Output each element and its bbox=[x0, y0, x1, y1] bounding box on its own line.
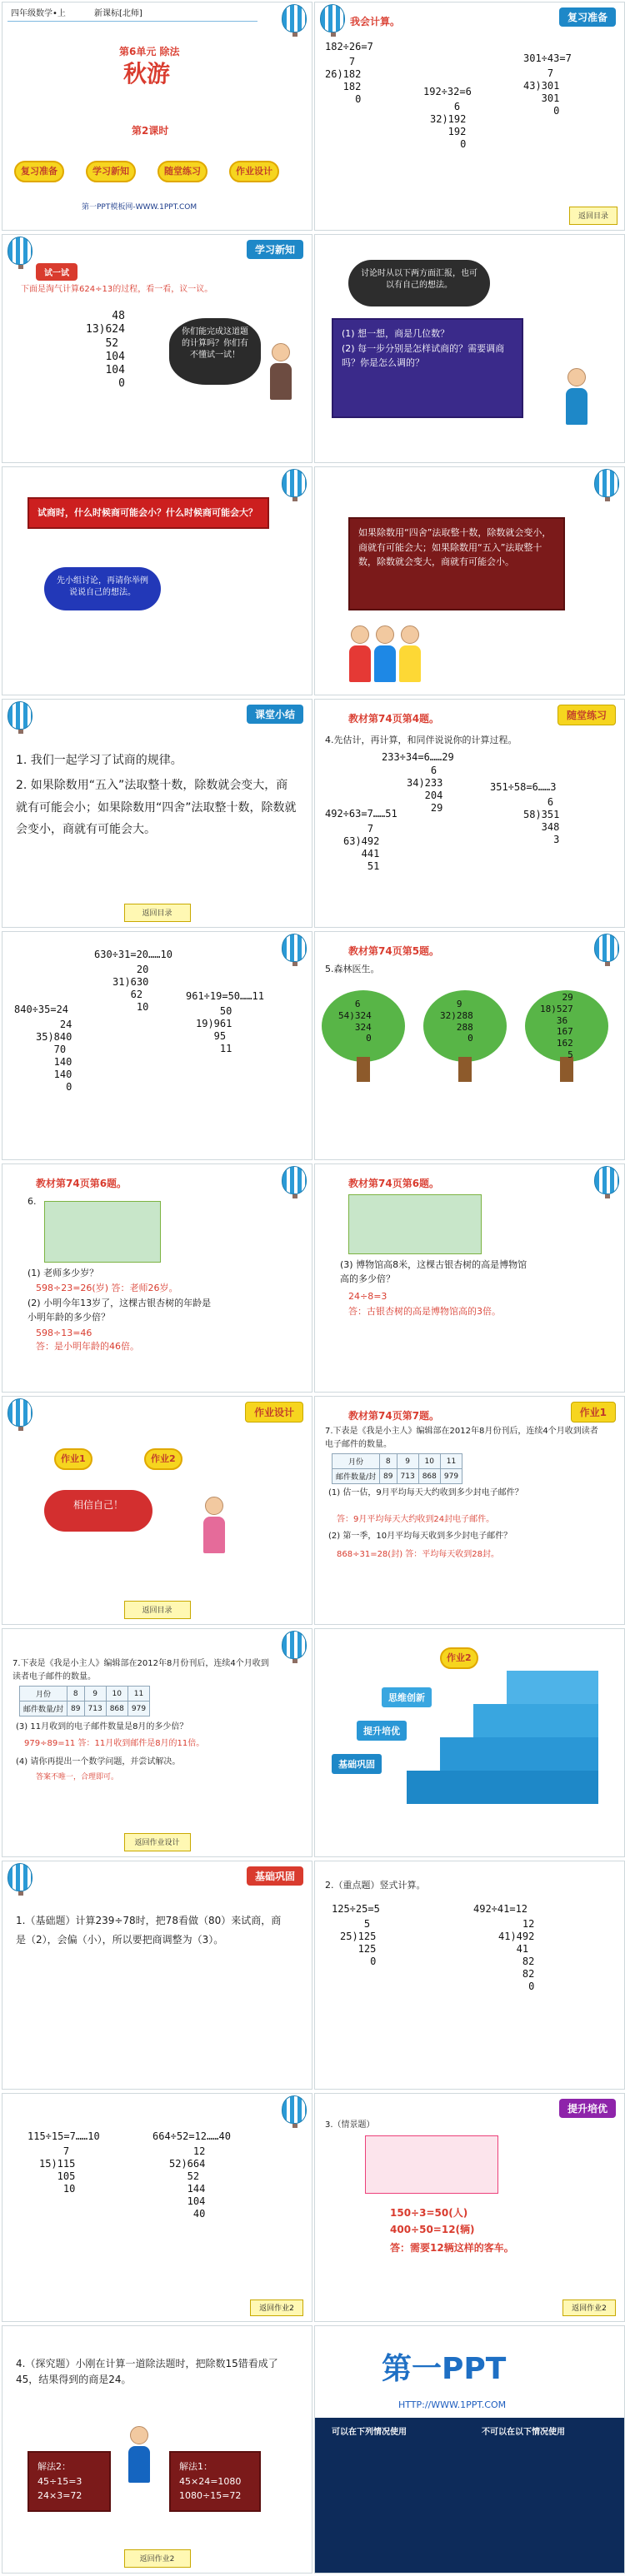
slide-practice-6a bbox=[2, 1163, 312, 1393]
slide-cover bbox=[2, 2, 312, 231]
table-header: 9 bbox=[397, 1454, 418, 1469]
student-figure bbox=[565, 368, 588, 426]
figures-icon bbox=[348, 625, 372, 684]
source-label: 教材第74页第4题。 bbox=[348, 713, 440, 725]
balloon-icon bbox=[594, 934, 619, 962]
question-text: 1.（基础题）计算239÷78时，把78看做（80）来试商，商是（2），会偏（小），所以要把商调整为（3）。 bbox=[16, 1915, 282, 1946]
slide-practice-4 bbox=[314, 699, 625, 928]
menu-review-button[interactable]: 复习准备 bbox=[14, 161, 64, 182]
question-text: 7.下表是《我是小主人》编辑部在2012年8月份刊后，连续4个月收到读者电子邮件的数量。 bbox=[12, 1659, 269, 1682]
slide-homework-1 bbox=[314, 1396, 625, 1625]
back-to-menu-button[interactable]: 返回目录 bbox=[124, 904, 191, 922]
question-banner: 试商时，什么时候商可能会小？什么时候商可能会大？ bbox=[28, 497, 269, 529]
table-cell: 713 bbox=[84, 1702, 106, 1717]
work-2: 12 41)492 41 82 82 0 bbox=[498, 1918, 535, 1992]
solution-2: 解法1： 45×24=1080 1080÷15=72 bbox=[169, 2451, 261, 2512]
tree-1 bbox=[322, 990, 405, 1082]
slide-summary bbox=[2, 699, 312, 928]
table-cell: 868 bbox=[418, 1469, 440, 1484]
homework-2-tag: 作业2 bbox=[440, 1647, 478, 1669]
question-text: 7.下表是《我是小主人》编辑部在2012年8月份刊后，连续4个月收到读者电子邮件的数量。 bbox=[325, 1427, 598, 1449]
eq-1: 125÷25=5 bbox=[332, 1903, 380, 1915]
slide-advanced-3 bbox=[314, 2093, 625, 2322]
figures-icon-2 bbox=[373, 625, 397, 684]
brand-url: HTTP://WWW.1PPT.COM bbox=[398, 2399, 507, 2410]
illustration bbox=[348, 1194, 482, 1254]
table-header: 9 bbox=[84, 1687, 106, 1702]
answer-1: 150÷3=50(人) bbox=[390, 2207, 468, 2219]
balloon-icon bbox=[282, 1166, 307, 1194]
homework-2-button[interactable]: 作业2 bbox=[144, 1448, 182, 1470]
eq-3: 840÷35=24 bbox=[14, 1004, 69, 1015]
homework-1-button[interactable]: 作业1 bbox=[54, 1448, 92, 1470]
work-1: 5 25)125 125 0 bbox=[340, 1918, 377, 1967]
answer-1: 598÷23=26(岁) 答：老师26岁。 bbox=[36, 1283, 178, 1293]
footer-link[interactable]: 第一PPT模板网-WWW.1PPT.COM bbox=[82, 203, 198, 212]
work-1: 7 26)182 182 0 bbox=[325, 56, 362, 105]
eq-1: 182÷26=7 bbox=[325, 41, 373, 52]
slide-practice-4b bbox=[2, 931, 312, 1160]
slide-new-learning bbox=[2, 234, 312, 463]
footer-panel bbox=[315, 2418, 625, 2574]
table-header: 11 bbox=[128, 1687, 149, 1702]
solution-1: 解法2： 45÷15=3 24×3=72 bbox=[28, 2451, 111, 2512]
table-cell: 邮件数量/封 bbox=[20, 1702, 68, 1717]
work-3: 7 43)301 301 0 bbox=[523, 67, 560, 117]
table-header: 8 bbox=[68, 1687, 84, 1702]
question-2: (2) 小明今年13岁了，这棵古银杏树的年龄是小明年龄的多少倍？ bbox=[28, 1298, 212, 1323]
eq-2: 351÷58=6……3 bbox=[490, 781, 557, 793]
table-header: 月份 bbox=[332, 1454, 380, 1469]
grade-label: 四年级数学•上 bbox=[11, 9, 66, 18]
work-3: 24 35)840 70 140 140 0 bbox=[36, 1019, 72, 1093]
question-box bbox=[332, 318, 523, 418]
work-1: 20 31)630 62 10 bbox=[112, 964, 149, 1013]
work-2: 6 58)351 348 3 bbox=[523, 796, 560, 845]
unit-title: 第6单元 除法 bbox=[119, 46, 180, 57]
disallowed-heading: 不可以在以下情况使用 bbox=[482, 2428, 565, 2437]
question-4: (4) 请你再提出一个数学问题，并尝试解决。 bbox=[16, 1757, 181, 1766]
slide-practice-5 bbox=[314, 931, 625, 1160]
divider bbox=[8, 21, 258, 22]
back-to-menu-button[interactable]: 返回目录 bbox=[569, 207, 618, 225]
balloon-icon bbox=[282, 469, 307, 497]
answer-3b: 答：古银杏树的高是博物馆高的3倍。 bbox=[348, 1306, 501, 1317]
answer-3: 答：需要12辆这样的客车。 bbox=[390, 2242, 514, 2254]
back-to-menu-button[interactable]: 返回目录 bbox=[124, 1601, 191, 1619]
advanced-step-button[interactable]: 提升培优 bbox=[357, 1721, 407, 1741]
creative-step-button[interactable]: 思维创新 bbox=[382, 1687, 432, 1707]
work-2: 12 52)664 52 144 104 40 bbox=[169, 2145, 206, 2220]
table-cell: 979 bbox=[440, 1469, 462, 1484]
work-1: 6 34)233 204 29 bbox=[407, 765, 443, 814]
balloon-icon bbox=[282, 1631, 307, 1659]
section-tag: 复习准备 bbox=[559, 7, 616, 27]
brand-logo: 第一PPT bbox=[382, 2352, 507, 2386]
slide-homework-2-menu bbox=[314, 1628, 625, 1857]
section-tag: 作业设计 bbox=[245, 1402, 303, 1423]
back-to-hw2-button[interactable]: 返回作业2 bbox=[124, 2549, 191, 2568]
source-label: 教材第74页第6题。 bbox=[348, 1178, 440, 1189]
eq-2: 664÷52=12……40 bbox=[152, 2130, 231, 2142]
question-3: (3) 博物馆高8米，这棵古银杏树的高是博物馆高的多少倍？ bbox=[340, 1259, 528, 1285]
eq-2: 192÷32=6 bbox=[423, 86, 472, 97]
eq-1: 233÷34=6……29 bbox=[382, 751, 454, 763]
email-table bbox=[19, 1686, 150, 1717]
question-number: 6. bbox=[28, 1196, 37, 1207]
eq-3: 492÷63=7……51 bbox=[325, 808, 398, 820]
table-header: 10 bbox=[418, 1454, 440, 1469]
slide-homework-menu bbox=[2, 1396, 312, 1625]
table-cell: 713 bbox=[397, 1469, 418, 1484]
answer-2b: 答：是小明年龄的46倍。 bbox=[36, 1341, 139, 1352]
slide-discussion bbox=[314, 234, 625, 463]
illustration bbox=[44, 1201, 161, 1263]
slide-explore-4 bbox=[2, 2325, 312, 2574]
question-text: 5.森林医生。 bbox=[325, 964, 380, 974]
illustration bbox=[365, 2135, 498, 2194]
rule-box: 如果除数用“四舍”法取整十数，除数就会变小，商就有可能会大；如果除数用“五入”法取整十数，除数就会变大，商就有可能会小。 bbox=[348, 517, 565, 610]
slide-review bbox=[314, 2, 625, 231]
tree-work-1: 6 54)324 324 0 bbox=[338, 999, 372, 1044]
balloon-icon bbox=[594, 1166, 619, 1194]
cheer-bubble: 相信自己！ bbox=[44, 1490, 152, 1532]
speech-bubble: 你们能完成这道题的计算吗？你们有不懂试一试！ bbox=[169, 318, 261, 385]
slide-ending bbox=[314, 2325, 625, 2574]
page-title: 秋游 bbox=[123, 60, 171, 87]
teacher-figure bbox=[269, 343, 292, 401]
slide-rule-answer bbox=[314, 466, 625, 695]
edition-label: 新课标[北师] bbox=[94, 9, 142, 18]
table-header: 8 bbox=[380, 1454, 397, 1469]
balloon-icon bbox=[8, 1398, 32, 1427]
slide-estimate-question bbox=[2, 466, 312, 695]
question-1: (1) 老师多少岁？ bbox=[28, 1268, 99, 1278]
balloon-icon bbox=[8, 701, 32, 730]
eq-3: 301÷43=7 bbox=[523, 52, 572, 64]
menu-homework-button[interactable]: 作业设计 bbox=[229, 161, 279, 182]
back-to-hw2-button[interactable]: 返回作业2 bbox=[562, 2299, 616, 2316]
answer-3: 24÷8=3 bbox=[348, 1291, 388, 1302]
slide-homework-1b bbox=[2, 1628, 312, 1857]
balloon-icon bbox=[594, 469, 619, 497]
table-header: 11 bbox=[440, 1454, 462, 1469]
advanced-badge: 提升培优 bbox=[559, 2099, 616, 2118]
work-2: 6 32)192 192 0 bbox=[430, 101, 467, 150]
back-to-hw2-button[interactable]: 返回作业2 bbox=[250, 2299, 303, 2316]
answer-2: 868÷31=28(封) 答：平均每天收到28封。 bbox=[337, 1550, 499, 1559]
eq-1: 630÷31=20……10 bbox=[94, 949, 172, 960]
question-1: (1) 估一估，9月平均每天大约收到多少封电子邮件？ bbox=[328, 1488, 523, 1497]
tree-3 bbox=[525, 990, 608, 1082]
balloon-icon bbox=[282, 934, 307, 962]
figures-icon-3 bbox=[398, 625, 422, 684]
answer-1: 答：9月平均每天大约收到24封电子邮件。 bbox=[337, 1515, 495, 1524]
source-label: 教材第74页第7题。 bbox=[348, 1410, 440, 1422]
discussion-cloud: 讨论时从以下两方面汇报，也可以有自己的想法。 bbox=[348, 260, 490, 306]
tree-work-2: 9 32)288 288 0 bbox=[440, 999, 473, 1044]
balloon-icon bbox=[8, 1863, 32, 1891]
question-1: (1) 想一想，商是几位数？ bbox=[342, 328, 450, 339]
basic-step-button[interactable]: 基础巩固 bbox=[332, 1754, 382, 1774]
balloon-icon bbox=[8, 237, 32, 265]
answer-3: 979÷89=11 答：11月收到邮件是8月的11倍。 bbox=[24, 1739, 205, 1748]
source-label: 教材第74页第6题。 bbox=[36, 1178, 128, 1189]
question-2: (2) 每一步分别是怎样试商的？需要调商吗？你是怎么调的？ bbox=[342, 342, 505, 369]
eq-2: 492÷41=12 bbox=[473, 1903, 528, 1915]
slide-basic-2 bbox=[314, 1861, 625, 2090]
menu-new-button[interactable]: 学习新知 bbox=[86, 161, 136, 182]
summary-2: 2. 如果除数用“五入”法取整十数，除数就会变大，商就有可能会小；如果除数用“四舍”法取整十数，除数就会变小，商就有可能会大。 bbox=[16, 779, 297, 837]
summary-1: 1. 我们一起学习了试商的规律。 bbox=[16, 754, 182, 767]
question-text: 4.先估计，再计算，和同伴说说你的计算过程。 bbox=[325, 735, 518, 745]
trial-tag: 试一试 bbox=[36, 263, 78, 281]
answer-2: 598÷13=46 bbox=[36, 1328, 92, 1338]
answer-2: 400÷50=12(辆) bbox=[390, 2224, 475, 2235]
table-cell: 868 bbox=[106, 1702, 128, 1717]
problem-text: 下面是淘气计算624÷13的过程，看一看，议一议。 bbox=[21, 285, 213, 294]
basic-badge: 基础巩固 bbox=[247, 1866, 303, 1886]
table-header: 月份 bbox=[20, 1687, 68, 1702]
boy-figure bbox=[128, 2426, 151, 2484]
balloon-icon bbox=[282, 2095, 307, 2124]
slide-basic-2b bbox=[2, 2093, 312, 2322]
work-1: 7 15)115 105 10 bbox=[39, 2145, 76, 2195]
tree-2 bbox=[423, 990, 507, 1082]
source-label: 教材第74页第5题。 bbox=[348, 945, 440, 957]
eq-2: 961÷19=50……11 bbox=[186, 990, 264, 1002]
question-text: 4.（探究题）小刚在计算一道除法题时，把除数15错看成了45，结果得到的商是24。 bbox=[16, 2358, 278, 2385]
lesson-label: 第2课时 bbox=[132, 125, 169, 137]
table-cell: 89 bbox=[380, 1469, 397, 1484]
section-tag: 作业1 bbox=[571, 1402, 616, 1423]
girl-figure bbox=[202, 1497, 226, 1555]
eq-1: 115÷15=7……10 bbox=[28, 2130, 100, 2142]
email-table bbox=[332, 1453, 462, 1484]
slide-basic-1 bbox=[2, 1861, 312, 2090]
menu-practice-button[interactable]: 随堂练习 bbox=[158, 161, 208, 182]
group-discuss-bubble: 先小组讨论，再请你举例说说自己的想法。 bbox=[44, 567, 161, 610]
table-header: 10 bbox=[106, 1687, 128, 1702]
back-to-homework-button[interactable]: 返回作业设计 bbox=[124, 1833, 191, 1851]
section-tag: 学习新知 bbox=[247, 240, 303, 259]
table-cell: 邮件数量/封 bbox=[332, 1469, 380, 1484]
section-tag: 随堂练习 bbox=[558, 705, 616, 725]
long-division: 48 13)624 52 104 104 0 bbox=[86, 310, 125, 391]
balloon-icon bbox=[282, 4, 307, 32]
tree-work-3: 29 18)527 36 167 162 5 bbox=[540, 992, 573, 1060]
table-cell: 979 bbox=[128, 1702, 149, 1717]
allowed-heading: 可以在下列情况使用 bbox=[332, 2428, 407, 2437]
section-tag: 课堂小结 bbox=[247, 705, 303, 724]
table-cell: 89 bbox=[68, 1702, 84, 1717]
question-text: 3.（情景题） bbox=[325, 2120, 375, 2130]
question-3: (3) 11月收到的电子邮件数量是8月的多少倍？ bbox=[16, 1722, 188, 1731]
balloon-icon bbox=[320, 4, 345, 32]
answer-4: 答案不唯一，合理即可。 bbox=[36, 1773, 119, 1781]
work-2: 50 19)961 95 11 bbox=[196, 1005, 232, 1054]
work-3: 7 63)492 441 51 bbox=[343, 823, 380, 872]
review-heading: 我会计算。 bbox=[350, 16, 401, 27]
slide-practice-6b bbox=[314, 1163, 625, 1393]
question-2: (2) 第一季，10月平均每天收到多少封电子邮件？ bbox=[328, 1532, 512, 1541]
question-text: 2.（重点题）竖式计算。 bbox=[325, 1880, 426, 1891]
